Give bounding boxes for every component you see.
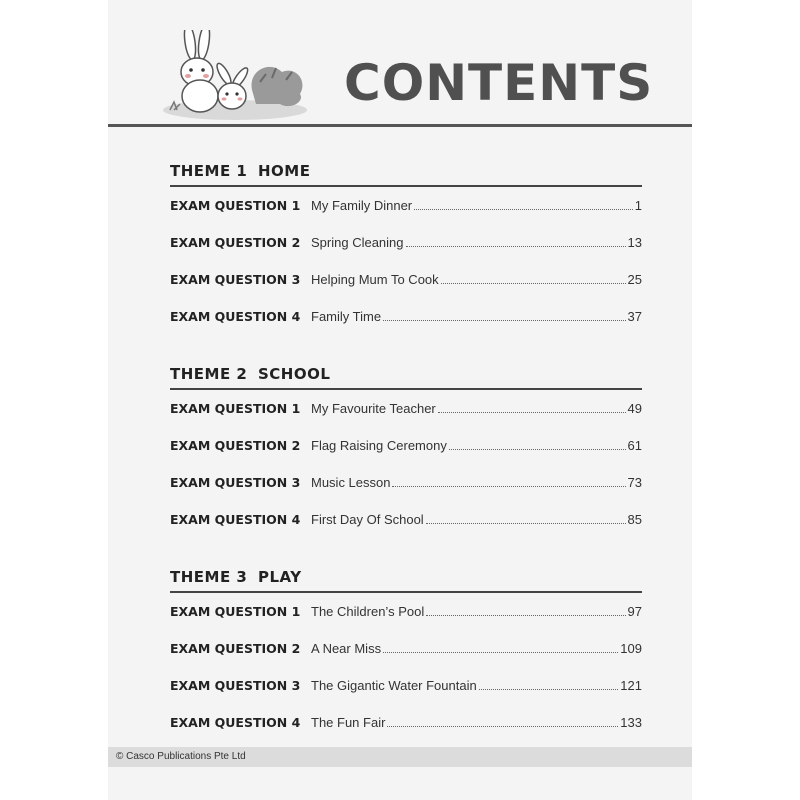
page-number: 121 <box>620 678 642 693</box>
theme-heading <box>170 160 642 182</box>
page-number: 109 <box>620 641 642 656</box>
toc-entry[interactable] <box>170 390 642 427</box>
page-footer <box>108 747 692 767</box>
theme-name: PLAY <box>258 568 302 586</box>
theme-section-play <box>170 566 642 741</box>
question-label: EXAM QUESTION 2 <box>170 641 301 656</box>
dot-leader <box>406 246 626 247</box>
toc-entry[interactable] <box>170 704 642 741</box>
dot-leader <box>383 652 618 653</box>
header-divider <box>108 124 692 127</box>
dot-leader <box>392 486 625 487</box>
entry-title: Music Lesson <box>311 475 391 490</box>
page-number: 133 <box>620 715 642 730</box>
entry-title: Flag Raising Ceremony <box>311 438 447 453</box>
toc-entry[interactable] <box>170 593 642 630</box>
toc-entry[interactable] <box>170 427 642 464</box>
question-label: EXAM QUESTION 4 <box>170 512 301 527</box>
entry-title: The Gigantic Water Fountain <box>311 678 477 693</box>
theme-name: HOME <box>258 162 311 180</box>
question-label: EXAM QUESTION 1 <box>170 401 301 416</box>
toc-entry[interactable] <box>170 630 642 667</box>
question-label: EXAM QUESTION 1 <box>170 604 301 619</box>
toc-entry[interactable] <box>170 298 642 335</box>
bunny-illustration <box>160 30 310 122</box>
dot-leader <box>438 412 626 413</box>
contents-page <box>108 0 692 800</box>
theme-number: THEME 1 <box>170 162 248 180</box>
dot-leader <box>387 726 618 727</box>
toc-entry[interactable] <box>170 501 642 538</box>
page-number: 13 <box>627 235 642 250</box>
page-title: CONTENTS <box>344 54 654 112</box>
page-number: 73 <box>627 475 642 490</box>
theme-heading <box>170 566 642 588</box>
entry-title: Helping Mum To Cook <box>311 272 439 287</box>
page-header <box>108 0 692 127</box>
entry-title: My Family Dinner <box>311 198 413 213</box>
question-label: EXAM QUESTION 3 <box>170 475 301 490</box>
toc-entry[interactable] <box>170 224 642 261</box>
toc-entry[interactable] <box>170 464 642 501</box>
theme-section-home <box>170 160 642 335</box>
dot-leader <box>479 689 619 690</box>
dot-leader <box>426 615 625 616</box>
entry-title: Spring Cleaning <box>311 235 404 250</box>
theme-heading <box>170 363 642 385</box>
entry-title: The Fun Fair <box>311 715 386 730</box>
page-number: 97 <box>627 604 642 619</box>
question-label: EXAM QUESTION 3 <box>170 678 301 693</box>
page-number: 25 <box>627 272 642 287</box>
question-label: EXAM QUESTION 2 <box>170 438 301 453</box>
page-number: 85 <box>627 512 642 527</box>
question-label: EXAM QUESTION 4 <box>170 309 301 324</box>
entry-title: The Children’s Pool <box>311 604 425 619</box>
entry-title: First Day Of School <box>311 512 424 527</box>
question-label: EXAM QUESTION 3 <box>170 272 301 287</box>
dot-leader <box>414 209 633 210</box>
dot-leader <box>383 320 625 321</box>
toc-entry[interactable] <box>170 187 642 224</box>
theme-name: SCHOOL <box>258 365 331 383</box>
entry-title: Family Time <box>311 309 382 324</box>
page-number: 37 <box>627 309 642 324</box>
toc-entry[interactable] <box>170 667 642 704</box>
page-number: 1 <box>634 198 642 213</box>
question-label: EXAM QUESTION 4 <box>170 715 301 730</box>
dot-leader <box>441 283 626 284</box>
question-label: EXAM QUESTION 2 <box>170 235 301 250</box>
entry-title: My Favourite Teacher <box>311 401 436 416</box>
dot-leader <box>426 523 626 524</box>
question-label: EXAM QUESTION 1 <box>170 198 301 213</box>
dot-leader <box>449 449 626 450</box>
theme-section-school <box>170 363 642 538</box>
page-number: 49 <box>627 401 642 416</box>
entry-title: A Near Miss <box>311 641 382 656</box>
theme-number: THEME 2 <box>170 365 248 383</box>
toc-entry[interactable] <box>170 261 642 298</box>
copyright-text: © Casco Publications Pte Ltd <box>116 751 246 762</box>
page-number: 61 <box>627 438 642 453</box>
theme-number: THEME 3 <box>170 568 248 586</box>
